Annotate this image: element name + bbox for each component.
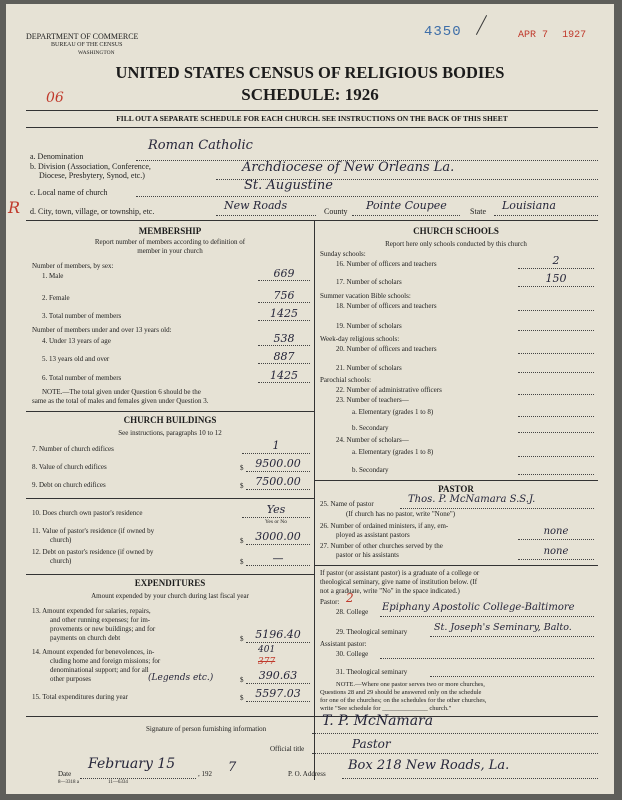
q29-label: 29. Theological seminary bbox=[336, 628, 408, 636]
q14-value: 390.63 bbox=[258, 669, 298, 682]
q14-line-2: cluding home and foreign missions; for bbox=[50, 657, 161, 665]
official-title-value: Pastor bbox=[352, 737, 391, 751]
po-address-value: Box 218 New Roads, La. bbox=[348, 758, 510, 773]
q4-value: 538 bbox=[273, 332, 295, 345]
margin-code: 06 bbox=[46, 90, 64, 106]
q11-label: 11. Value of pastor's residence (if owned by bbox=[32, 527, 155, 535]
yes-no-hint: Yes or No bbox=[264, 519, 288, 525]
pastor-heading: PASTOR bbox=[438, 484, 474, 494]
graduate-line-3: not a graduate, write "No" in the space indicated.) bbox=[320, 587, 460, 595]
stamp-year: 1927 bbox=[562, 30, 587, 41]
q11-dollar: $ bbox=[240, 537, 244, 545]
vacation-label: Summer vacation Bible schools: bbox=[320, 292, 411, 300]
date-year-digit: 7 bbox=[228, 760, 237, 775]
q11-value: 3000.00 bbox=[255, 530, 301, 543]
form-subtitle: SCHEDULE: 1926 bbox=[241, 85, 379, 104]
membership-note-1: NOTE.—The total given under Question 6 should be the bbox=[42, 388, 201, 396]
q31-label: 31. Theological seminary bbox=[336, 668, 408, 676]
q12-dollar: $ bbox=[240, 558, 244, 566]
q27-line-2: pastor or his assistants bbox=[336, 551, 399, 559]
bureau-label: BUREAU OF THE CENSUS bbox=[51, 42, 123, 48]
q11-label-2: church) bbox=[50, 536, 72, 544]
schools-heading: CHURCH SCHOOLS bbox=[413, 226, 499, 236]
q1-label: 1. Male bbox=[42, 272, 64, 280]
received-date-stamp bbox=[518, 30, 586, 41]
q23b-label: b. Secondary bbox=[352, 424, 389, 432]
date-value: February 15 bbox=[88, 756, 176, 772]
form-code: 8—3318 a bbox=[58, 780, 79, 785]
q24-label: 24. Number of scholars— bbox=[336, 436, 409, 444]
graduate-line-1: If pastor (or assistant pastor) is a graduate of a college or bbox=[320, 569, 480, 577]
q25-label: 25. Name of pastor bbox=[320, 500, 374, 508]
q13-line-2: and other running expenses; for im- bbox=[50, 616, 151, 624]
q2-label: 2. Female bbox=[42, 294, 70, 302]
under-over-label: Number of members under and over 13 years old: bbox=[32, 326, 172, 334]
q13-line-4: payments on church debt bbox=[50, 634, 121, 642]
schedule-number-stamp: 4350 bbox=[424, 24, 462, 40]
signature-label: Signature of person furnishing information bbox=[146, 725, 267, 733]
buildings-intro: See instructions, paragraphs 10 to 12 bbox=[118, 429, 222, 437]
signature-value: T. P. McNamara bbox=[322, 713, 434, 729]
weekday-label: Week-day religious schools: bbox=[320, 335, 400, 343]
q14-line-4: other purposes bbox=[50, 675, 92, 683]
date-year-prefix: , 192 bbox=[198, 770, 212, 778]
q19-label: 19. Number of scholars bbox=[336, 322, 402, 330]
check-mark-icon bbox=[476, 15, 487, 35]
membership-intro-2: member in your church bbox=[137, 247, 203, 255]
q2-value: 756 bbox=[273, 289, 295, 302]
parochial-label: Parochial schools: bbox=[320, 376, 372, 384]
po-address-label: P. O. Address bbox=[288, 770, 326, 778]
state-label: State bbox=[470, 207, 486, 216]
membership-heading: MEMBERSHIP bbox=[138, 226, 202, 236]
q7-value: 1 bbox=[272, 439, 280, 452]
schools-intro: Report here only schools conducted by this church bbox=[385, 240, 527, 248]
q22-label: 22. Number of administrative officers bbox=[336, 386, 442, 394]
pastor-note-2: Questions 28 and 29 should be answered only on the schedule bbox=[320, 689, 482, 696]
q1-value: 669 bbox=[273, 267, 295, 280]
denomination-value: Roman Catholic bbox=[148, 138, 253, 153]
form-title: UNITED STATES CENSUS OF RELIGIOUS BODIES bbox=[115, 63, 505, 82]
q26-line-1: 26. Number of ordained ministers, if any, em- bbox=[320, 522, 449, 530]
denomination-label: a. Denomination bbox=[30, 152, 84, 161]
city-value: New Roads bbox=[224, 199, 288, 212]
q15-label: 15. Total expenditures during year bbox=[32, 693, 128, 701]
q6-value: 1425 bbox=[270, 369, 298, 382]
q20-label: 20. Number of officers and teachers bbox=[336, 345, 437, 353]
r-mark: R bbox=[8, 198, 21, 217]
stamp-day: 7 bbox=[542, 30, 549, 41]
q9-value: 7500.00 bbox=[255, 475, 301, 488]
q3-value: 1425 bbox=[270, 307, 298, 320]
q13-value: 5196.40 bbox=[255, 628, 301, 641]
city-field-label: d. City, town, village, or township, etc. bbox=[30, 207, 155, 216]
church-name-value: St. Augustine bbox=[244, 178, 333, 193]
church-name-label: c. Local name of church bbox=[30, 188, 108, 197]
q17-label: 17. Number of scholars bbox=[336, 278, 402, 286]
q28-value: Epiphany Apostolic College-Baltimore bbox=[382, 602, 575, 613]
q29-value: St. Joseph's Seminary, Balto. bbox=[434, 622, 572, 633]
city-label: WASHINGTON bbox=[78, 50, 115, 56]
stamp-month: APR bbox=[518, 30, 537, 41]
instruction-banner: FILL OUT A SEPARATE SCHEDULE FOR EACH CHURCH. SEE INSTRUCTIONS ON THE BACK OF THIS SHEET bbox=[116, 114, 508, 123]
print-code: 11—6334 bbox=[108, 780, 128, 785]
q23a-label: a. Elementary (grades 1 to 8) bbox=[352, 408, 434, 416]
q14-dollar: $ bbox=[240, 676, 244, 684]
department-label: DEPARTMENT OF COMMERCE bbox=[26, 32, 139, 41]
date-label: Date bbox=[58, 770, 72, 778]
q28-label: 28. College bbox=[336, 608, 369, 616]
membership-intro-1: Report number of members according to definition of bbox=[94, 238, 246, 246]
q7-label: 7. Number of church edifices bbox=[32, 445, 114, 453]
q24a-label: a. Elementary (grades 1 to 8) bbox=[352, 448, 434, 456]
q9-dollar: $ bbox=[240, 482, 244, 490]
q10-label: 10. Does church own pastor's residence bbox=[32, 509, 143, 517]
pastor-mark: 2 bbox=[346, 591, 354, 605]
q5-value: 887 bbox=[273, 350, 295, 363]
q30-label: 30. College bbox=[336, 650, 369, 658]
q13-line-3: provements or new buildings; and for bbox=[50, 625, 156, 633]
official-title-label: Official title bbox=[270, 745, 305, 753]
q23-label: 23. Number of teachers— bbox=[336, 396, 409, 404]
buildings-heading: CHURCH BUILDINGS bbox=[123, 415, 217, 425]
division-label: b. Division (Association, Conference, bbox=[30, 162, 151, 171]
q10-value: Yes bbox=[266, 503, 286, 516]
q12-label: 12. Debt on pastor's residence (if owned by bbox=[32, 548, 154, 556]
q26-value: none bbox=[543, 526, 569, 537]
q18-label: 18. Number of officers and teachers bbox=[336, 302, 437, 310]
q8-label: 8. Value of church edifices bbox=[32, 463, 107, 471]
q13-dollar: $ bbox=[240, 635, 244, 643]
pastor-subheading: Pastor: bbox=[320, 598, 340, 606]
q16-label: 16. Number of officers and teachers bbox=[336, 260, 437, 268]
q14-note-1: 401 bbox=[258, 645, 276, 655]
q8-dollar: $ bbox=[240, 464, 244, 472]
assistant-subheading: Assistant pastor: bbox=[320, 640, 367, 648]
q21-label: 21. Number of scholars bbox=[336, 364, 402, 372]
q6-label: 6. Total number of members bbox=[42, 374, 122, 382]
pastor-note-1: NOTE.—Where one pastor serves two or more churches, bbox=[336, 681, 485, 688]
by-sex-label: Number of members, by sex: bbox=[32, 262, 114, 270]
q9-label: 9. Debt on church edifices bbox=[32, 481, 106, 489]
q5-label: 5. 13 years old and over bbox=[42, 355, 110, 363]
division-value: Archdiocese of New Orleans La. bbox=[242, 160, 455, 175]
county-label: County bbox=[324, 207, 348, 216]
q25-value: Thos. P. McNamara S.S.J. bbox=[408, 494, 536, 505]
sunday-label: Sunday schools: bbox=[320, 250, 366, 258]
county-value: Pointe Coupee bbox=[366, 199, 447, 212]
graduate-line-2: theological seminary, give name of institution below. (If bbox=[320, 578, 478, 586]
q14-line-3: denominational support; and for all bbox=[50, 666, 149, 674]
q25-note: (If church has no pastor, write "None") bbox=[346, 510, 456, 518]
q13-line-1: 13. Amount expended for salaries, repairs, bbox=[32, 607, 151, 615]
expenditures-heading: EXPENDITURES bbox=[134, 578, 206, 588]
q4-label: 4. Under 13 years of age bbox=[42, 337, 111, 345]
pastor-note-4: write "See schedule for ______________ church." bbox=[320, 705, 452, 712]
membership-note-2: same as the total of males and females given under Question 3. bbox=[32, 397, 209, 405]
q14-note-2: 377 bbox=[258, 657, 276, 667]
division-label-2: Diocese, Presbytery, Synod, etc.) bbox=[39, 171, 145, 180]
q17-value: 150 bbox=[545, 272, 567, 285]
q24b-label: b. Secondary bbox=[352, 466, 389, 474]
q15-dollar: $ bbox=[240, 694, 244, 702]
q16-value: 2 bbox=[552, 254, 560, 267]
q26-line-2: ployed as assistant pastors bbox=[336, 531, 410, 539]
q27-value: none bbox=[543, 546, 569, 557]
q14-aside: (Legends etc.) bbox=[148, 673, 214, 683]
q8-value: 9500.00 bbox=[255, 457, 301, 470]
pastor-note-3: for one of the churches; on the schedules for the other churches, bbox=[320, 697, 487, 704]
q12-value: — bbox=[272, 552, 284, 565]
q15-value: 5597.03 bbox=[255, 687, 301, 700]
q14-line-1: 14. Amount expended for benevolences, in- bbox=[32, 648, 155, 656]
q3-label: 3. Total number of members bbox=[42, 312, 122, 320]
state-value: Louisiana bbox=[502, 199, 556, 212]
q12-label-2: church) bbox=[50, 557, 72, 565]
expenditures-intro: Amount expended by your church during last fiscal year bbox=[91, 592, 249, 600]
q27-line-1: 27. Number of other churches served by the bbox=[320, 542, 443, 550]
census-schedule-sheet bbox=[6, 4, 614, 794]
